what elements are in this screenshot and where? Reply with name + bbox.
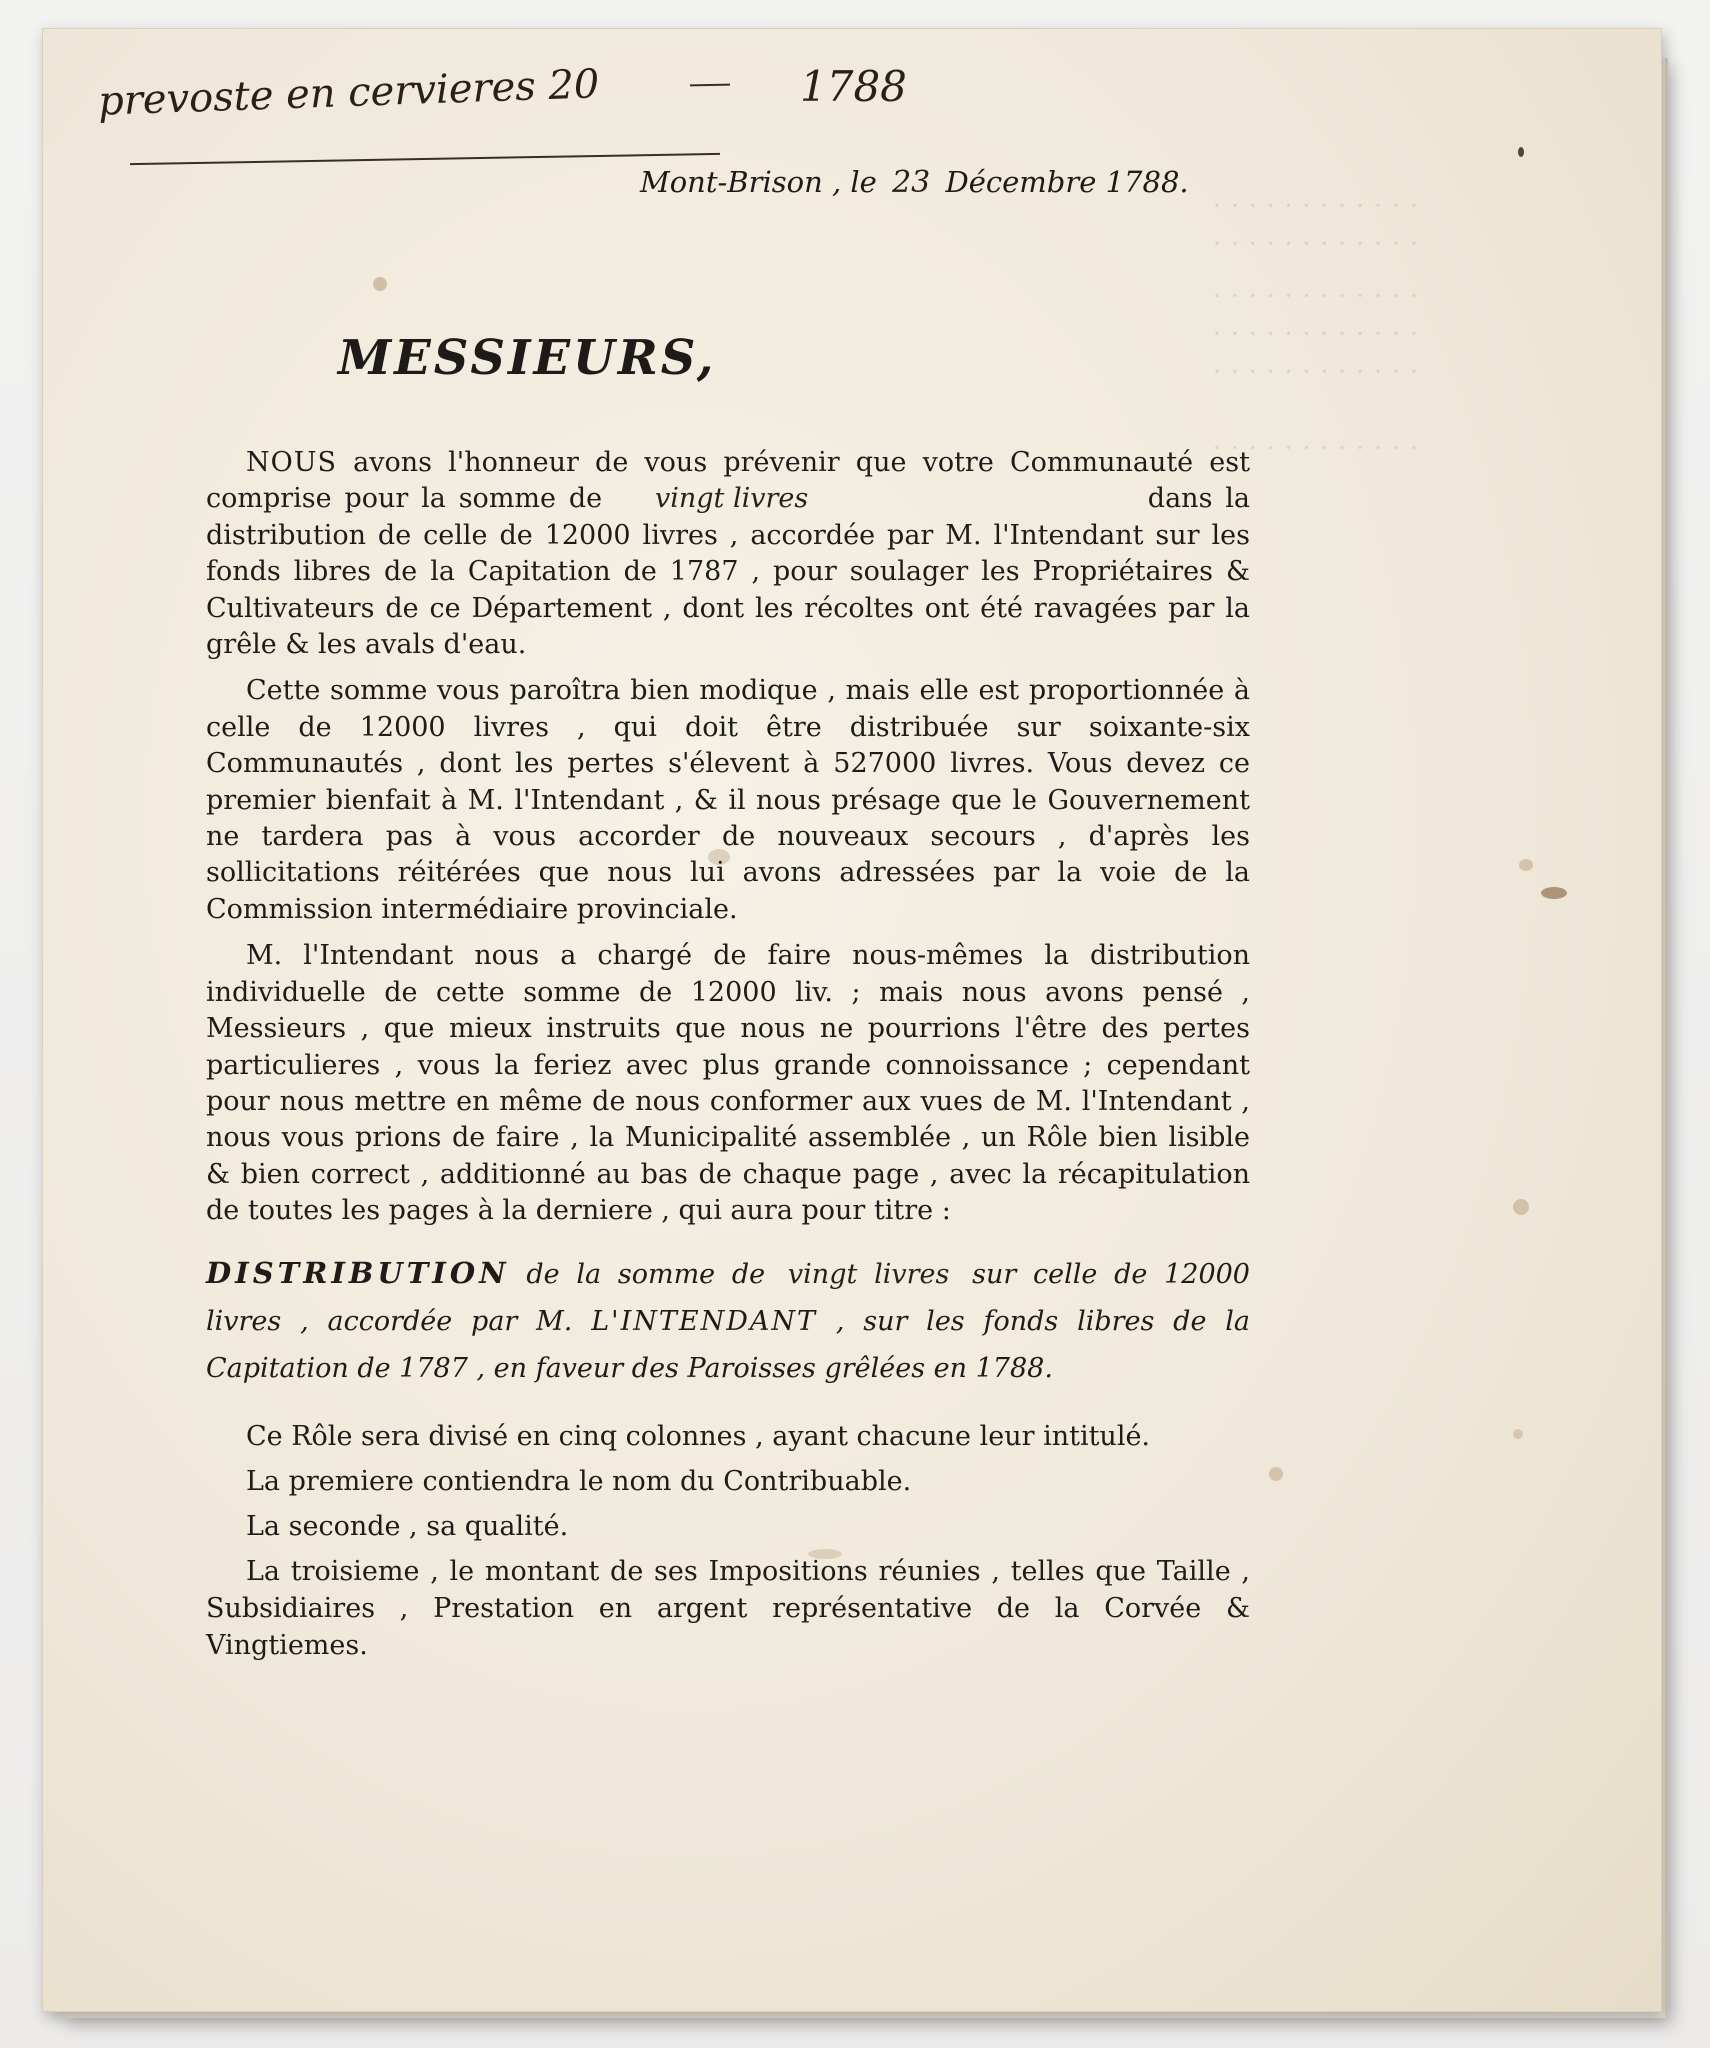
- title-text-b: sur celle de 12000 livres , accordée par M.: [206, 1259, 1250, 1337]
- show-through-text: · · · · · · · · · · · ·: [1213, 319, 1419, 348]
- paragraph-1-text-b: dans la distribution de celle de 12000 livres , accordée par M. l'Intendant sur les fonds libres de la Capitation de 1787 , pour soulager les Propriétaires & Cultivateurs de ce Département , dont les récoltes ont été ravagées par la grêle & les avals d'eau.: [206, 483, 1250, 661]
- paragraph-6: La seconde , sa qualité.: [246, 1511, 569, 1542]
- stain: [373, 277, 387, 291]
- show-through-text: · · · · · · · · · · · ·: [1213, 229, 1419, 258]
- paragraph-3: M. l'Intendant nous a chargé de faire nous-mêmes la distribution individuelle de cette somme de 12000 liv. ; mais nous avons pensé , Messieurs , que mieux instruits que nous ne pourrions l'être des pertes particulieres , vous la feriez avec plus grande connoissance ; cependant pour nous mettre en même de nous conformer aux vues de M. l'Intendant , nous vous prions de faire , la Municipalité assemblée , un Rôle bien lisible & bien correct , additionné au bas de chaque page , avec la récapitulation de toutes les pages à la derniere , qui aura pour titre :: [206, 940, 1250, 1227]
- handwritten-amount-2: vingt livres: [787, 1259, 950, 1290]
- stain: [1518, 147, 1524, 157]
- show-through-text: · · · · · · · · · · · ·: [1213, 357, 1419, 386]
- column-instructions: [206, 1418, 1250, 1672]
- paragraph-1-lead: NOUS: [246, 447, 338, 478]
- handwritten-amount: vingt livres: [654, 483, 809, 515]
- stain: [1519, 859, 1533, 871]
- paragraph-1: [206, 445, 1250, 663]
- paragraph-5: La premiere contiendra le nom du Contribuable.: [246, 1466, 912, 1497]
- paragraph-7: La troisieme , le montant de ses Impositions réunies , telles que Taille , Subsidiaires , Prestation en argent représentative de la Corvée & Vingtiemes.: [206, 1556, 1250, 1661]
- handwritten-year: 1788: [800, 62, 907, 111]
- title-text-a: de la somme de: [526, 1259, 766, 1290]
- title-text-c: , sur les fonds libres de la Capitation de 1787 , en faveur des Paroisses grêlées en 1788.: [206, 1306, 1250, 1384]
- stain: [1513, 1199, 1529, 1215]
- stain: [1269, 1467, 1283, 1481]
- paragraph-4: Ce Rôle sera divisé en cinq colonnes , ayant chacune leur intitulé.: [246, 1421, 1151, 1452]
- title-intendant: L'INTENDANT: [591, 1306, 817, 1337]
- handwritten-note: prevoste en cervieres 20: [97, 61, 601, 125]
- show-through-text: · · · · · · · · · · · ·: [1213, 191, 1419, 220]
- paragraph-2: Cette somme vous paroîtra bien modique , mais elle est proportionnée à celle de 12000 livres , qui doit être distribuée sur soixante-six Communautés , dont les pertes s'élevent à 527000 livres. Vous devez ce premier bienfait à M. l'Intendant , & il nous présage que le Gouvernement ne tardera pas à vous accorder de nouveaux secours , d'après les sollicitations réitérées que nous lui avons adressées par la voie de la Commission intermédiaire provinciale.: [206, 675, 1250, 925]
- dateline-month-year: Décembre 1788.: [945, 165, 1189, 199]
- paragraph-1-text-a: avons l'honneur de vous prévenir que votre Communauté est comprise pour la somme de: [206, 447, 1250, 515]
- handwritten-day: 23: [892, 165, 931, 200]
- role-title-block: [206, 1250, 1250, 1392]
- stain: [1541, 887, 1567, 899]
- show-through-text: · · · · · · · · · · · ·: [1213, 281, 1419, 310]
- dateline: [640, 165, 1189, 200]
- dateline-place: Mont-Brison , le: [640, 165, 877, 199]
- show-through-text: · · · · · · · · · · · ·: [1213, 433, 1419, 462]
- letter-body: [206, 445, 1250, 1240]
- salutation: MESSIEURS,: [338, 330, 717, 386]
- stain: [1513, 1429, 1523, 1439]
- title-lead: DISTRIBUTION: [206, 1256, 510, 1290]
